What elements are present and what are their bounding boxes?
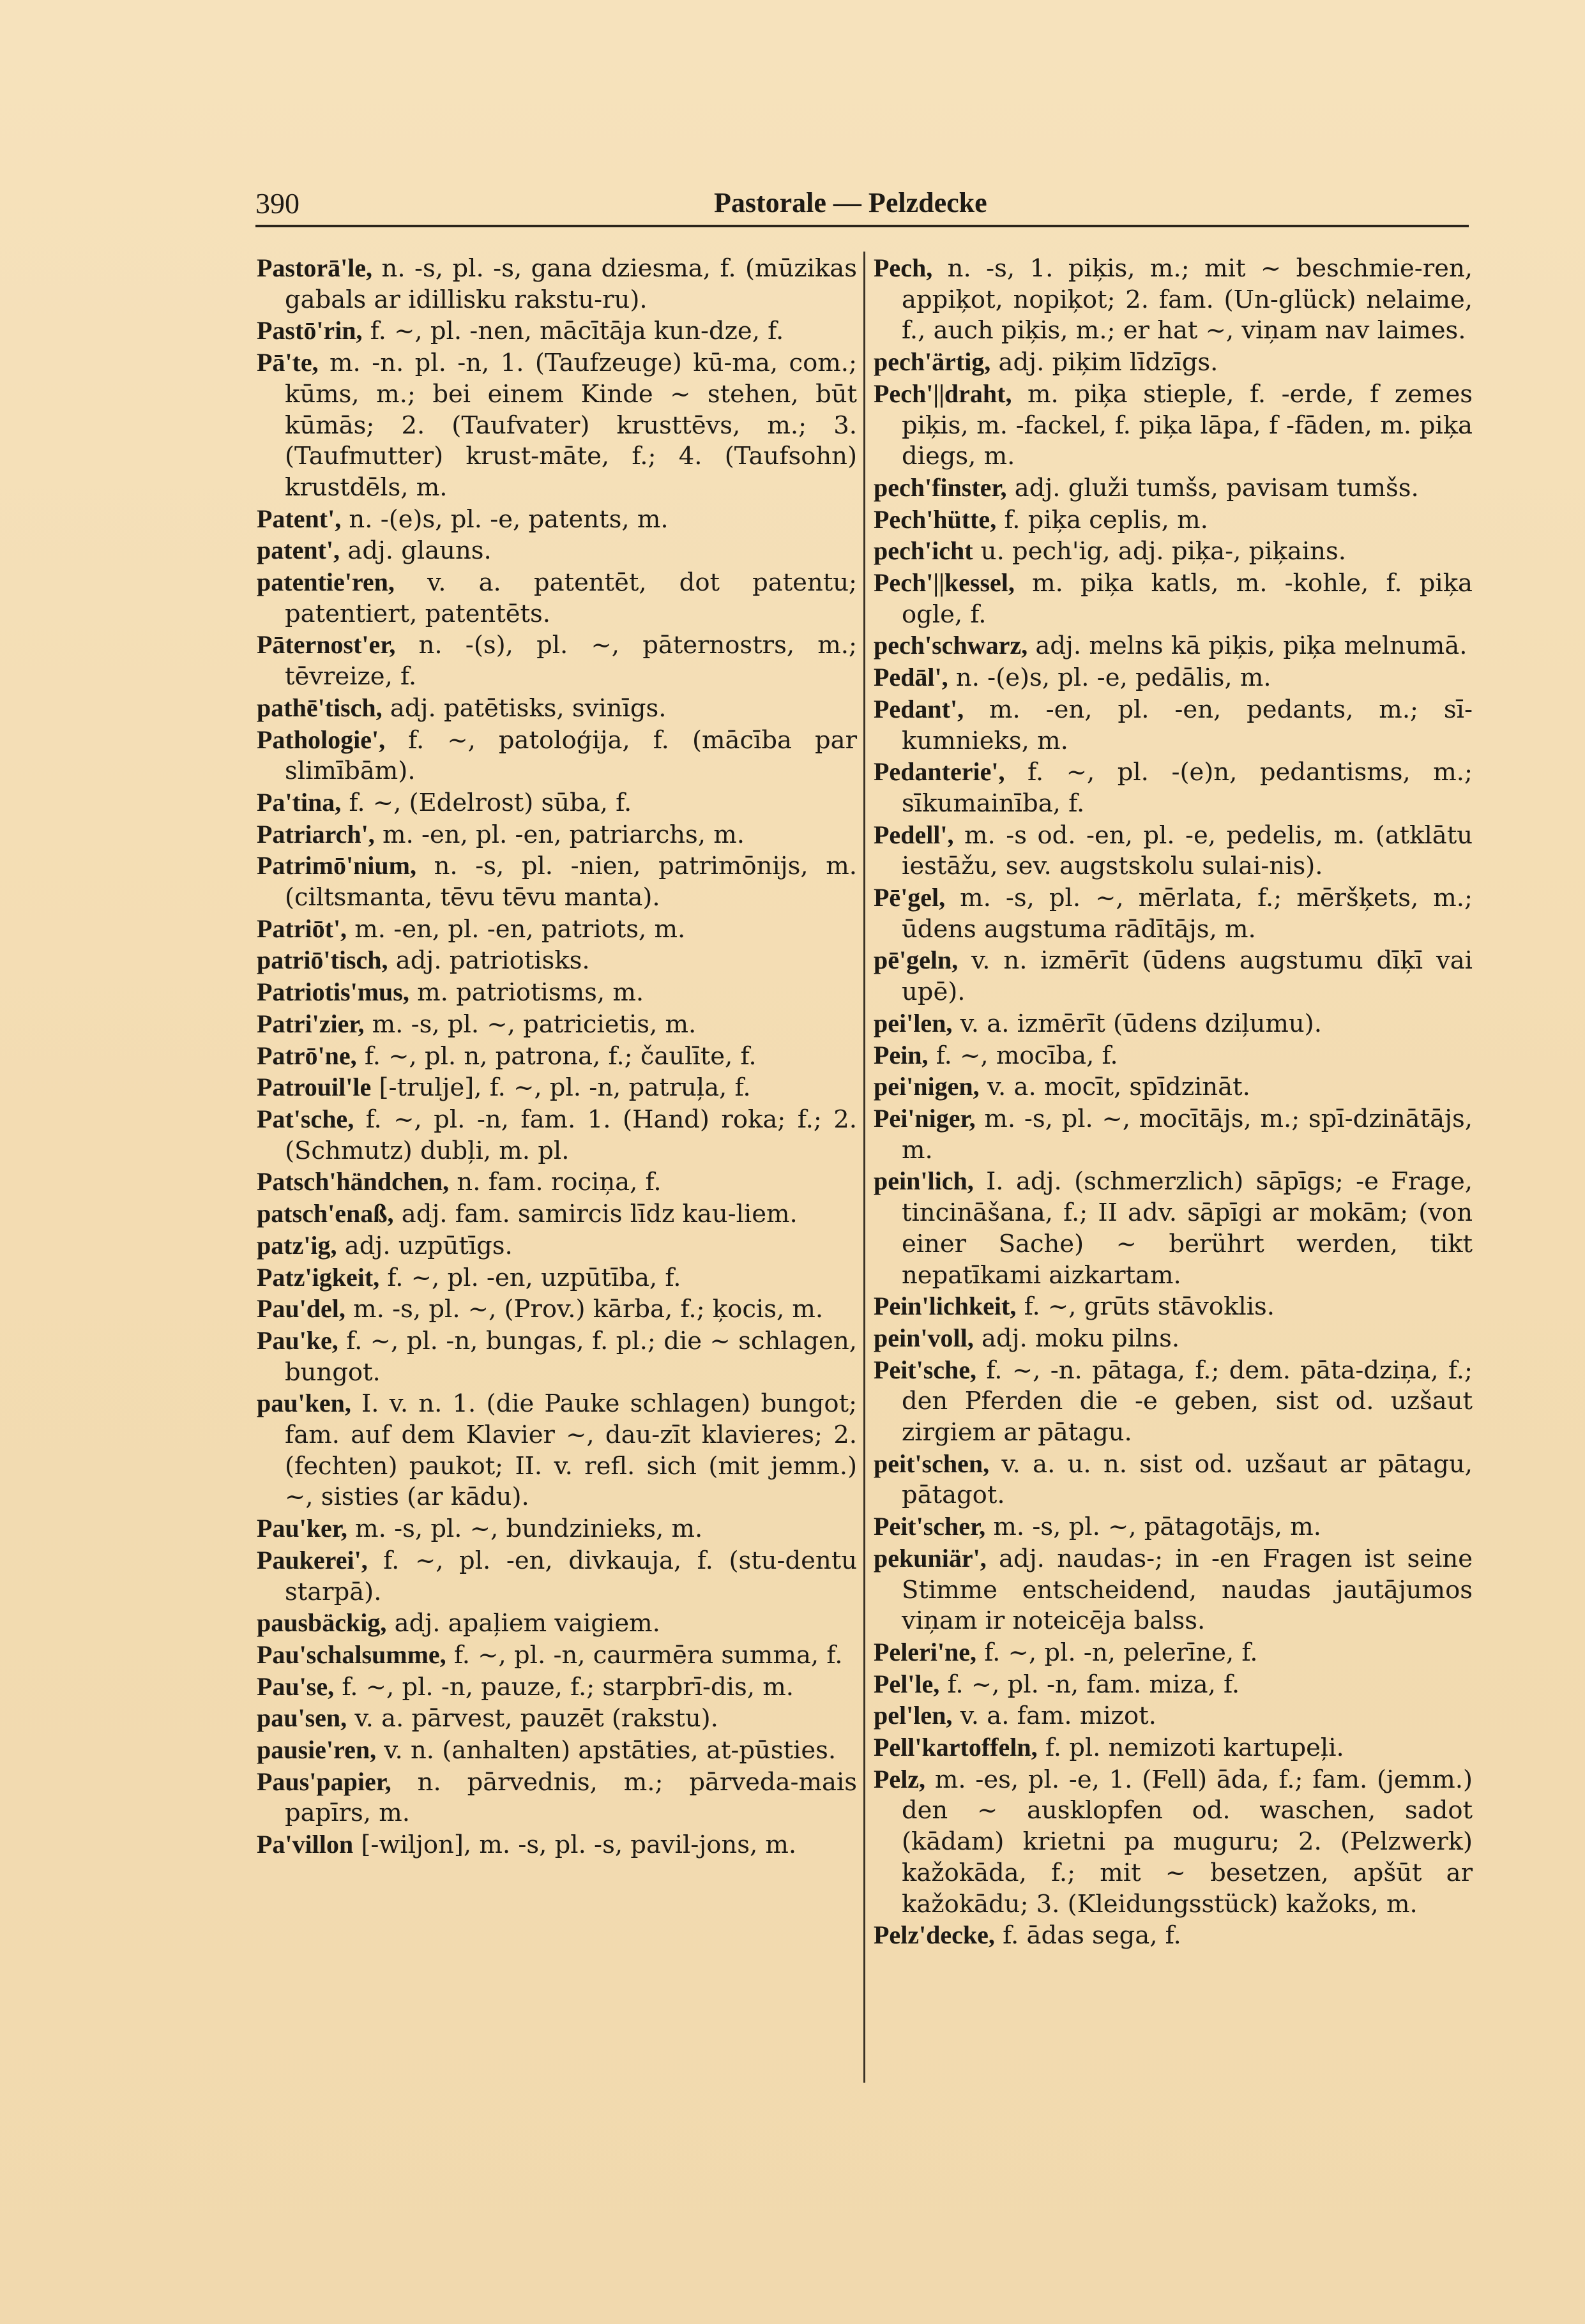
dictionary-entry [874,1543,1473,1637]
entry-headword: Pathologie', [257,725,386,754]
entry-headword: Patent', [257,504,342,533]
dictionary-entry [874,1355,1473,1449]
dictionary-entry [874,1166,1473,1291]
dictionary-entry [874,1449,1473,1511]
entry-definition: f. ~, pl. -(e)n, pedantisms, m.; sīkumainība, f. [902,758,1473,818]
entry-definition: f. ~, pl. n, patrona, f.; čaulīte, f. [356,1041,757,1071]
entry-definition: f. ~, pl. -nen, mācītāja kun-dze, f. [362,317,784,346]
dictionary-entry [874,1920,1473,1952]
dictionary-entry [257,1230,857,1262]
dictionary-entry [874,1511,1473,1543]
entry-headword: Pech'||kessel, [874,568,1015,598]
entry-headword: pausie'ren, [257,1735,377,1765]
entry-headword: Pau'schalsumme, [257,1640,446,1669]
entry-definition: f. ~, (Edelrost) sūba, f. [341,788,632,817]
entry-headword: pekuniär', [874,1543,987,1573]
dictionary-entry [257,1294,857,1325]
dictionary-entry [874,1071,1473,1103]
dictionary-entry [257,725,857,787]
entry-headword: Patsch'händchen, [257,1167,450,1196]
entry-definition: v. a. izmērīt (ūdens dziļumu). [952,1009,1322,1038]
entry-headword: Pau'ke, [257,1325,338,1355]
entry-definition: adj. apaļiem vaigiem. [386,1609,660,1638]
entry-headword: Peleri'ne, [874,1637,977,1666]
dictionary-entry [874,1700,1473,1732]
entry-definition: m. -en, pl. -en, pedants, m.; sī-kumnieks, m. [902,695,1473,755]
dictionary-entry [874,662,1473,694]
entry-definition: f. ~, mocība, f. [928,1041,1118,1070]
entry-definition: m. piķa katls, m. -kohle, f. piķa ogle, f. [902,569,1473,629]
entry-headword: Pech'hütte, [874,504,997,534]
entry-definition: m. patriotisms, m. [409,978,644,1007]
left-column [257,253,857,1861]
entry-definition: f. ādas sega, f. [994,1921,1181,1950]
entry-definition: adj. melns kā piķis, piķa melnumā. [1028,631,1467,661]
entry-definition: adj. piķim līdzīgs. [990,348,1218,377]
entry-definition: f. ~, pl. -n, caurmēra summa, f. [446,1640,843,1670]
column-divider [863,252,865,2083]
dictionary-entry [257,945,857,977]
dictionary-entry [874,1637,1473,1669]
dictionary-entry [874,1040,1473,1072]
entry-definition: n. -s, pl. -s, gana dziesma, f. (mūzikas gabals ar idillisku rakstu-ru). [285,254,857,314]
entry-definition: f. ~, pl. -n, pauze, f.; starpbrī-dis, m. [334,1672,794,1701]
entry-definition: m. -s, pl. ~, pātagotājs, m. [985,1513,1321,1542]
entry-headword: pein'voll, [874,1323,974,1352]
entry-definition: m. -s, pl. ~, bundzinieks, m. [347,1514,703,1544]
entry-headword: Paus'papier, [257,1767,391,1796]
dictionary-entry [257,1640,857,1671]
entry-definition: n. -s, 1. piķis, m.; mit ~ beschmie-ren, appiķot, nopiķot; 2. fam. (Un-glück) nelaime, f., auch piķis, m.; er hat ~, viņam nav laimes. [902,254,1473,345]
entry-headword: Patrimō'nium, [257,851,416,880]
entry-definition: m. -es, pl. -e, 1. (Fell) āda, f.; fam. (jemm.) den ~ ausklopfen od. waschen, sadot (kādam) krietni pa muguru; 2. (Pelzwerk) kažokāda, f.; mit ~ besetzen, apšūt ar kažokādu; 3. (Kleidungsstück) kažoks, m. [902,1765,1473,1919]
dictionary-entry [257,1545,857,1608]
entry-definition: m. -s, pl. ~, (Prov.) kārba, f.; ķocis, m. [345,1295,824,1324]
dictionary-entry [874,630,1473,662]
dictionary-entry [257,1608,857,1640]
entry-headword: Patrō'ne, [257,1041,357,1070]
entry-headword: Pē'gel, [874,883,946,912]
entry-definition: f. ~, pl. -n, pelerīne, f. [976,1638,1258,1667]
dictionary-entry [257,1072,857,1104]
entry-definition: adj. uzpūtīgs. [337,1231,513,1260]
entry-headword: Pelz, [874,1764,926,1793]
dictionary-entry [257,630,857,692]
dictionary-entry [257,1198,857,1230]
entry-headword: pech'finster, [874,472,1007,502]
entry-headword: Patriōt', [257,914,347,943]
entry-headword: Patrouil'le [257,1073,372,1102]
entry-headword: pau'ken, [257,1389,351,1418]
page-number: 390 [255,187,300,220]
dictionary-entry [257,819,857,851]
dictionary-entry [257,914,857,946]
dictionary-entry [257,787,857,819]
entry-definition: f. piķa ceplis, m. [996,505,1208,534]
entry-definition: m. -s, pl. ~, patricietis, m. [364,1009,697,1039]
entry-definition: v. n. (anhalten) apstāties, at-pūsties. [376,1736,837,1765]
dictionary-entry [257,1735,857,1767]
entry-headword: Peit'scher, [874,1512,986,1541]
entry-definition: f. ~, pl. -n, fam. miza, f. [939,1670,1240,1699]
entry-definition: m. -s od. -en, pl. -e, pedelis, m. (atklātu iestāžu, sev. augstskolu sulai-nis). [902,820,1473,881]
entry-headword: Pel'le, [874,1669,940,1698]
dictionary-entry [257,850,857,913]
entry-headword: patz'ig, [257,1230,337,1260]
entry-headword: Pech'||draht, [874,379,1012,408]
entry-headword: pau'sen, [257,1703,347,1733]
dictionary-entry [257,1513,857,1545]
entry-definition: adj. naudas-; in -en Fragen ist seine Stimme entscheidend, naudas jautājumos viņam ir noteicēja balss. [902,1544,1473,1636]
dictionary-entry [874,1669,1473,1701]
entry-definition: adj. patētisks, svinīgs. [382,693,667,723]
entry-definition: adj. moku pilns. [973,1324,1180,1353]
dictionary-entry [874,568,1473,630]
dictionary-entry [874,1291,1473,1323]
entry-definition: [-trulje], f. ~, pl. -n, patruļa, f. [371,1073,751,1103]
dictionary-entry [874,472,1473,504]
entry-definition: n. -s, pl. -nien, patrimōnijs, m. (ciltsmanta, tēvu tēvu manta). [285,852,857,912]
dictionary-entry [257,1262,857,1294]
dictionary-entry [257,977,857,1009]
entry-headword: Pelz'decke, [874,1920,995,1950]
entry-definition: n. -(e)s, pl. -e, pedālis, m. [948,663,1271,693]
entry-definition: [-wiljon], m. -s, pl. -s, pavil-jons, m. [353,1830,797,1860]
entry-headword: Pau'se, [257,1671,335,1701]
entry-headword: Pedāl', [874,663,948,692]
entry-definition: v. a. mocīt, spīdzināt. [979,1073,1250,1102]
entry-headword: Pell'kartoffeln, [874,1733,1038,1762]
dictionary-entry [257,253,857,315]
dictionary-entry [257,1041,857,1073]
entry-definition: f. ~, -n. pātaga, f.; dem. pāta-dziņa, f.; den Pferden die -e geben, sist od. uzšaut zirgiem ar pātagu. [902,1355,1473,1447]
entry-definition: v. n. izmērīt (ūdens augstumu dīķī vai upē). [902,946,1473,1007]
dictionary-entry [874,757,1473,819]
entry-definition: m. -s, pl. ~, mocītājs, m.; spī-dzinātājs, m. [902,1104,1473,1165]
entry-headword: Pa'villon [257,1830,354,1859]
entry-definition: v. a. patentēt, dot patentu; patentiert, patentēts. [285,568,857,628]
entry-headword: Pedell', [874,820,954,849]
entry-definition: v. a. u. n. sist od. uzšaut ar pātagu, pātagot. [902,1449,1473,1510]
entry-definition: adj. patriotisks. [388,946,590,976]
dictionary-entry [257,1767,857,1829]
entry-definition: n. -(e)s, pl. -e, patents, m. [341,504,669,534]
entry-definition: n. fam. rociņa, f. [449,1168,662,1197]
dictionary-entry [257,1388,857,1513]
dictionary-entry [874,536,1473,568]
dictionary-entry [257,1325,857,1388]
entry-headword: peit'schen, [874,1449,990,1478]
entry-headword: pei'len, [874,1008,953,1038]
right-column [874,253,1473,1952]
header-rule [255,225,1469,227]
entry-definition: v. a. fam. mizot. [952,1701,1157,1731]
dictionary-entry [874,882,1473,945]
dictionary-entry [874,1323,1473,1355]
entry-definition: I. adj. (schmerzlich) sāpīgs; -e Frage, tincināšana, f.; II adv. sāpīgi ar mokām; (von einer Sache) ~ berührt werden, tikt nepatīkami aizkartam. [902,1167,1473,1290]
entry-definition: f. ~, pl. -en, uzpūtība, f. [379,1263,681,1292]
page-title: Pastorale — Pelzdecke [714,187,987,218]
entry-definition: f. pl. nemizoti kartupeļi. [1037,1733,1344,1763]
entry-definition: v. a. pārvest, pauzēt (rakstu). [347,1704,718,1733]
entry-headword: Peit'sche, [874,1355,977,1384]
entry-definition: m. -en, pl. -en, patriots, m. [347,914,686,944]
entry-definition: I. v. n. 1. (die Pauke schlagen) bungot; fam. auf dem Klavier ~, dau-zīt klavieres; 2. (fechten) paukot; II. v. refl. sich (mit jemm.) ~, sisties (ar kādu). [285,1389,857,1512]
dictionary-entry [874,945,1473,1007]
dictionary-entry [874,1764,1473,1920]
entry-headword: patent', [257,536,340,565]
entry-definition: m. -n. pl. -n, 1. (Taufzeuge) kū-ma, com.; kūms, m.; bei einem Kinde ~ stehen, būt kūmās; 2. (Taufvater) krusttēvs, m.; 3. (Taufmutter) krust-māte, f.; 4. (Taufsohn) krustdēls, m. [285,349,857,502]
entry-definition: adj. fam. samircis līdz kau-liem. [393,1200,798,1229]
entry-definition: f. ~, patoloģija, f. (mācība par slimībām). [285,725,857,786]
entry-definition: n. -(s), pl. ~, pāternostrs, m.; tēvreize, f. [285,631,857,691]
entry-definition: adj. glauns. [340,536,492,566]
entry-definition: n. pārvednis, m.; pārveda-mais papīrs, m. [285,1767,857,1828]
dictionary-entry [874,1103,1473,1166]
dictionary-entry [874,694,1473,757]
entry-headword: Paukerei', [257,1545,368,1574]
entry-definition: f. ~, pl. -n, bungas, f. pl.; die ~ schlagen, bungot. [285,1326,857,1387]
entry-headword: Patriotis'mus, [257,977,409,1007]
entry-headword: Pastorā'le, [257,253,373,282]
dictionary-entry [874,347,1473,379]
dictionary-entry [257,1166,857,1198]
entry-headword: pathē'tisch, [257,693,383,722]
dictionary-entry [874,253,1473,347]
dictionary-entry [257,315,857,347]
dictionary-entry [874,379,1473,472]
entry-headword: pech'icht [874,536,973,566]
entry-headword: pausbäckig, [257,1608,387,1638]
dictionary-entry [874,820,1473,882]
entry-definition: m. -s, pl. ~, mērlata, f.; mēršķets, m.; ūdens augstuma rādītājs, m. [902,884,1473,944]
dictionary-entry [257,1104,857,1166]
entry-headword: Patriarch', [257,819,375,849]
entry-headword: Pa'tina, [257,787,342,817]
dictionary-entry [257,567,857,630]
entry-headword: pei'nigen, [874,1072,980,1101]
entry-headword: pel'len, [874,1701,953,1730]
entry-headword: Pat'sche, [257,1104,354,1133]
entry-headword: Pedant', [874,694,964,723]
entry-headword: patsch'enaß, [257,1199,394,1228]
entry-definition: u. pech'ig, adj. piķa-, piķains. [973,537,1346,566]
dictionary-entry [257,693,857,725]
dictionary-entry [874,504,1473,536]
entry-headword: pech'ärtig, [874,347,991,377]
dictionary-entry [257,1829,857,1861]
entry-headword: Pāternost'er, [257,630,396,660]
entry-headword: Patri'zier, [257,1009,365,1038]
dictionary-entry [257,347,857,504]
entry-headword: Pau'del, [257,1294,345,1324]
entry-headword: patriō'tisch, [257,946,388,975]
dictionary-entry [257,535,857,567]
entry-headword: Pech, [874,253,933,282]
dictionary-entry [257,504,857,536]
entry-definition: m. piķa stieple, f. -erde, f zemes piķis, m. -fackel, f. piķa lāpa, f -fāden, m. piķa diegs, m. [902,379,1473,471]
entry-headword: pech'schwarz, [874,631,1028,660]
entry-headword: pē'geln, [874,946,959,975]
dictionary-entry [874,1008,1473,1040]
entry-headword: Pein'lichkeit, [874,1292,1017,1321]
entry-headword: Pedanterie', [874,757,1005,787]
dictionary-entry [257,1009,857,1041]
entry-headword: Pein, [874,1040,929,1069]
entry-headword: Patz'igkeit, [257,1262,380,1292]
entry-headword: Pā'te, [257,348,319,377]
entry-headword: Pei'niger, [874,1103,976,1133]
dictionary-entry [874,1732,1473,1764]
entry-headword: patentie'ren, [257,568,395,597]
entry-definition: m. -en, pl. -en, patriarchs, m. [374,820,745,849]
entry-headword: Pau'ker, [257,1514,347,1543]
entry-definition: adj. gluži tumšs, pavisam tumšs. [1006,473,1419,502]
entry-definition: f. ~, pl. -n, fam. 1. (Hand) roka; f.; 2. (Schmutz) dubļi, m. pl. [285,1105,857,1165]
entry-headword: pein'lich, [874,1166,974,1196]
entry-headword: Pastō'rin, [257,316,363,345]
dictionary-entry [257,1703,857,1735]
entry-definition: f. ~, grūts stāvoklis. [1016,1292,1275,1322]
entry-definition: f. ~, pl. -en, divkauja, f. (stu-dentu starpā). [285,1546,857,1606]
dictionary-entry [257,1671,857,1703]
